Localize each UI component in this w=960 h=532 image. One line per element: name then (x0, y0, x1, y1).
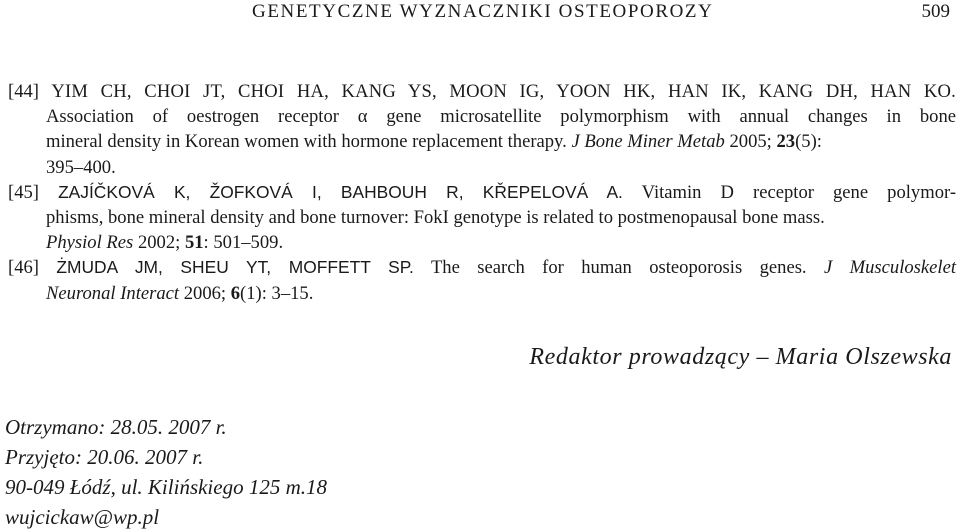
reference-volume: 23 (776, 131, 796, 153)
editor-note: Redaktor prowadzący – Maria Olszewska (529, 344, 952, 370)
reference-journal: J Bone Miner Metab (571, 131, 725, 153)
reference-volume: 6 (230, 282, 241, 304)
reference-45-line-2: phisms, bone mineral density and bone turnover: FokI genotype is related to postmenopausal bone mass. (46, 207, 825, 229)
correspondence-footer (5, 412, 327, 532)
reference-list (8, 79, 956, 306)
reference-pages: 395–400. (46, 156, 116, 178)
reference-year: 2002; (137, 232, 181, 254)
reference-journal: Physiol Res (46, 232, 134, 254)
reference-46-line-1 (8, 255, 956, 280)
running-title: GENETYCZNE WYZNACZNIKI OSTEOPOROZY (252, 1, 714, 22)
reference-pages: (1): 3–15. (240, 282, 314, 304)
reference-number: [46] (8, 257, 39, 279)
reference-issue: (5): (795, 131, 822, 153)
reference-authors: YIM CH, CHOI JT, CHOI HA, KANG YS, MOON IG, YOON HK, HAN IK, KANG DH, HAN KO. (51, 81, 956, 102)
accepted-date: Przyjęto: 20.06. 2007 r. (5, 445, 204, 469)
page-header (0, 0, 960, 30)
reference-44-line-4 (8, 155, 956, 180)
reference-title: Vitamin D receptor gene polymor- (641, 181, 957, 203)
reference-46-line-2 (8, 281, 956, 306)
reference-45-line-1 (8, 180, 956, 205)
reference-year: 2005; (729, 131, 772, 153)
reference-pages: : 501–509. (203, 232, 284, 254)
reference-45 (8, 180, 956, 256)
reference-number: [44] (8, 81, 39, 102)
received-date: Otrzymano: 28.05. 2007 r. (5, 415, 227, 439)
page-number: 509 (921, 1, 950, 22)
reference-journal: J Musculoskelet (823, 257, 956, 279)
reference-46 (8, 255, 956, 305)
reference-authors: ŻMUDA JM, SHEU YT, MOFFETT SP. (56, 257, 414, 278)
reference-44 (8, 79, 956, 180)
reference-title-end: mineral density in Korean women with hormone replacement therapy. (46, 131, 567, 153)
reference-title: The search for human osteoporosis genes. (430, 257, 807, 279)
postal-address: 90-049 Łódź, ul. Kilińskiego 125 m.18 (5, 475, 328, 499)
reference-45-line-3 (8, 230, 956, 255)
email-address: wujcickaw@wp.pl (5, 505, 160, 529)
reference-44-line-2: Association of oestrogen receptor α gene microsatellite polymorphism with annual changes in bone (46, 106, 956, 128)
reference-year: 2006; (183, 282, 227, 304)
reference-journal-cont: Neuronal Interact (46, 282, 180, 304)
reference-44-line-3 (8, 129, 956, 154)
reference-volume: 51 (184, 232, 204, 254)
reference-authors: ZAJÍČKOVÁ K, ŽOFKOVÁ I, BAHBOUH R, KŘEPELOVÁ A. (58, 181, 623, 202)
reference-44-line-1 (8, 79, 956, 104)
reference-number: [45] (8, 181, 39, 203)
